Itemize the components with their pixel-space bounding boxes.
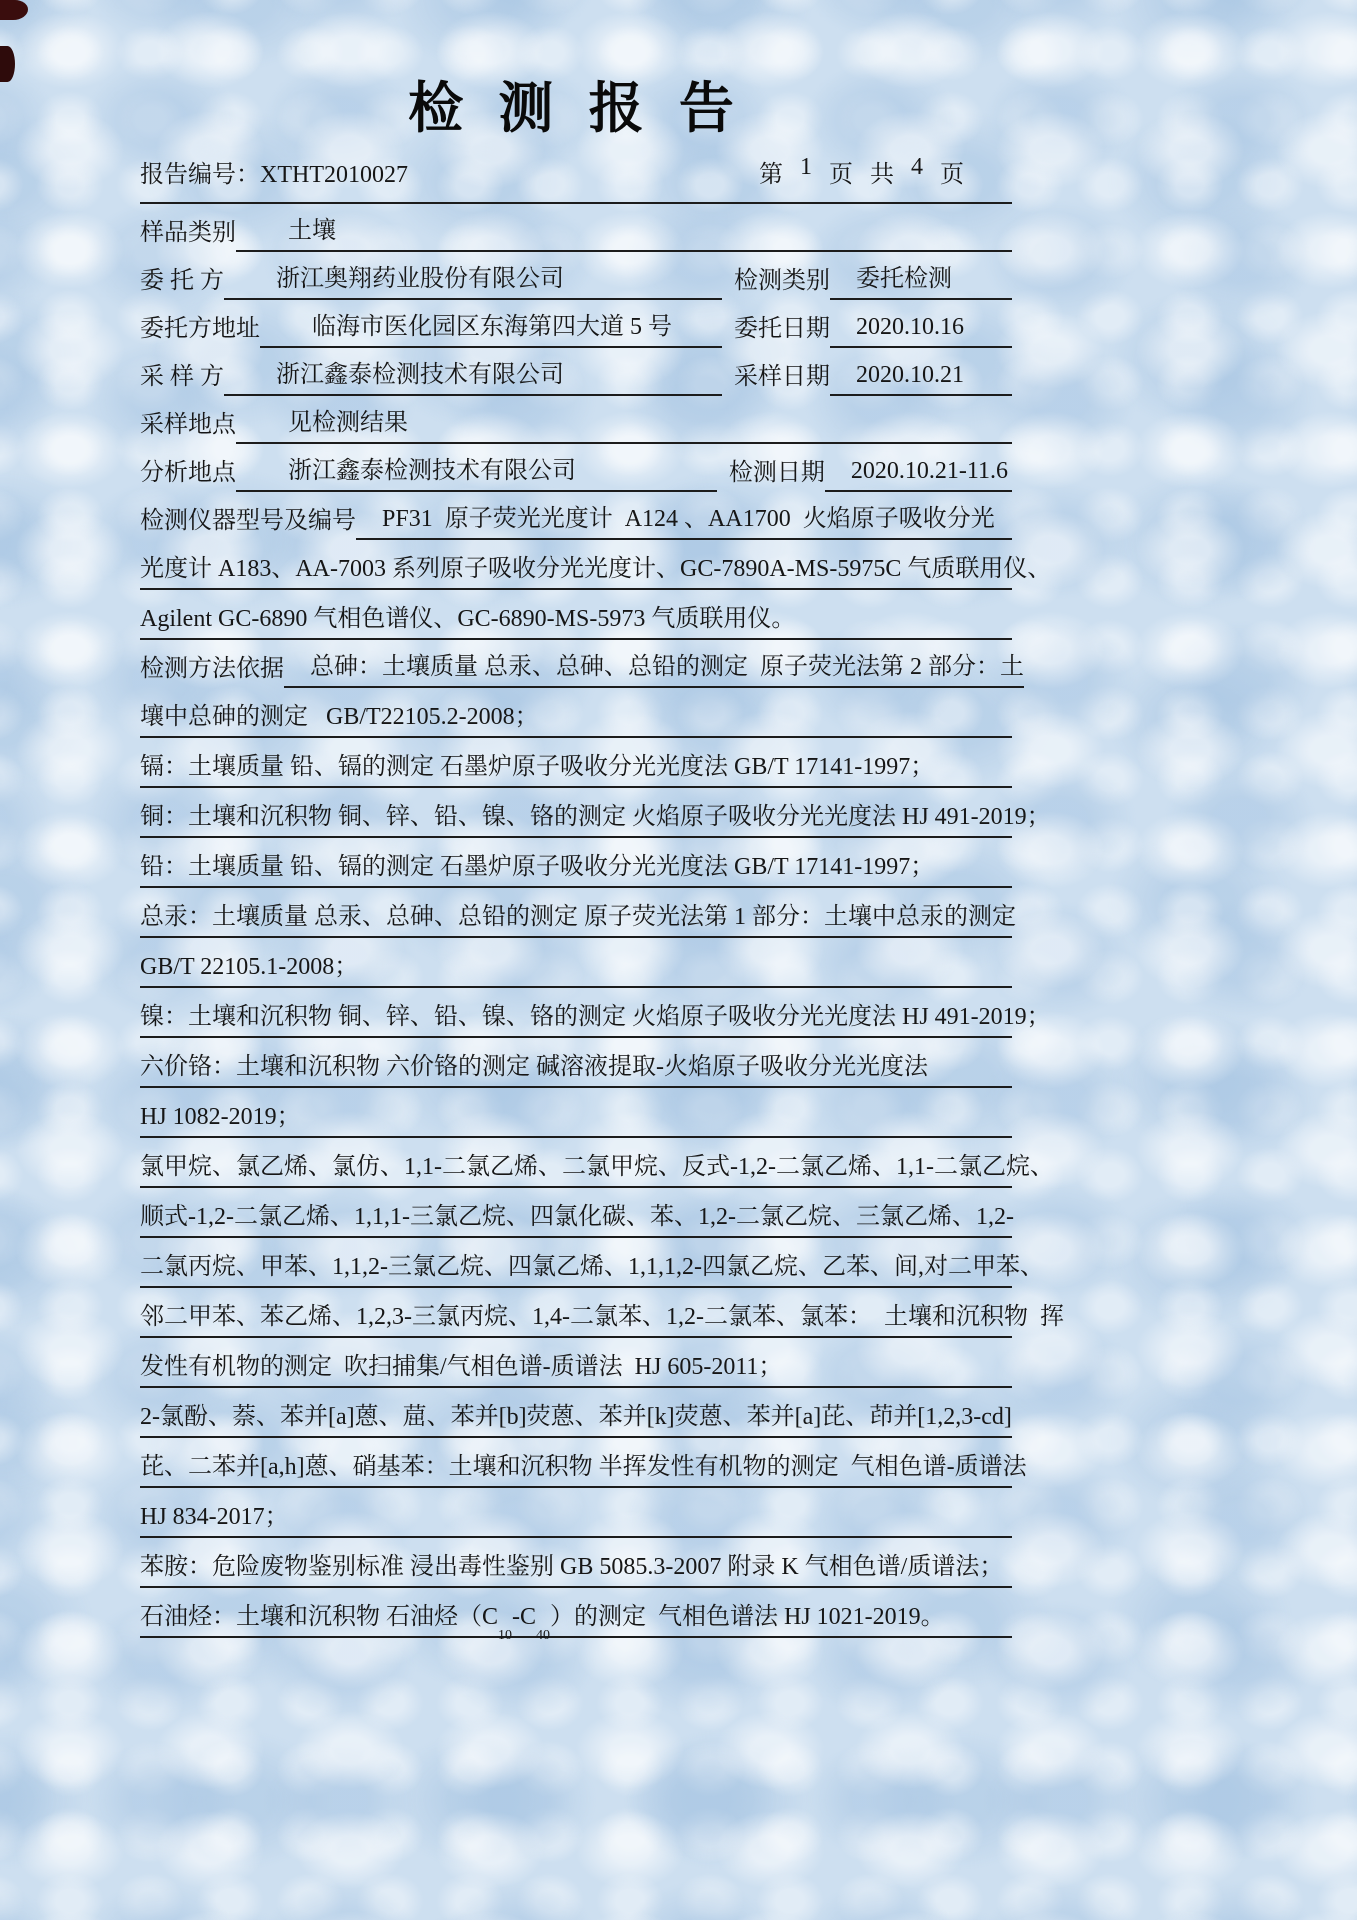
line-text: Agilent GC-6890 气相色谱仪、GC-6890-MS-5973 气质联用仪。: [140, 605, 796, 632]
field-sampling-party: [140, 348, 1012, 396]
field-sample-type: [140, 204, 1012, 252]
instruments-line: [140, 540, 1052, 590]
page-total: 4: [911, 153, 923, 180]
field-value-commission-date: 2020.10.16: [830, 314, 1012, 348]
method-line: [140, 1338, 1012, 1388]
report-header-row: [140, 154, 1012, 189]
field-label: 分析地点: [140, 459, 236, 486]
line-text: 镉：土壤质量 铅、镉的测定 石墨炉原子吸收分光光度法 GB/T 17141-1997；: [140, 753, 935, 780]
page-unit: 页: [829, 161, 853, 188]
method-line: [140, 1188, 1012, 1238]
instruments-line: [140, 590, 1012, 640]
line-text: 发性有机物的测定 吹扫捕集/气相色谱-质谱法 HJ 605-2011；: [140, 1353, 783, 1380]
field-value: 总砷：土壤质量 总汞、总砷、总铅的测定 原子荧光法第 2 部分：土: [284, 646, 1024, 688]
page-indicator: [759, 154, 1012, 189]
field-value: 临海市医化园区东海第四大道 5 号: [260, 306, 722, 348]
field-value-test-date: 2020.10.21-11.6: [825, 458, 1012, 492]
line-text: 氯甲烷、氯乙烯、氯仿、1,1-二氯乙烯、二氯甲烷、反式-1,2-二氯乙烯、1,1-二氯乙烷、: [140, 1153, 1054, 1180]
field-value: 浙江奥翔药业股份有限公司: [224, 258, 722, 300]
line-text: 六价铬：土壤和沉积物 六价铬的测定 碱溶液提取-火焰原子吸收分光光度法: [140, 1053, 928, 1080]
field-instruments: [140, 492, 1012, 540]
line-text: 邻二甲苯、苯乙烯、1,2,3-三氯丙烷、1,4-二氯苯、1,2-二氯苯、氯苯： 土壤和沉积物 挥: [140, 1303, 1064, 1330]
method-line: [140, 938, 1012, 988]
report-number-label: 报告编号：: [140, 161, 260, 188]
field-value-sampling-date: 2020.10.21: [830, 362, 1012, 396]
method-line-petroleum: 石油烃：土壤和沉积物 石油烃（C 10 -C 40 ）的测定 气相色谱法 HJ 1021-2019。: [140, 1588, 1012, 1638]
line-text: HJ 834-2017；: [140, 1503, 289, 1530]
field-value-test-type: 委托检测: [830, 258, 1012, 300]
line-text: 光度计 A183、AA-7003 系列原子吸收分光光度计、GC-7890A-MS-5975C 气质联用仪、: [140, 555, 1052, 582]
field-label: 检测方法依据: [140, 655, 284, 682]
field-label: 委 托 方: [140, 267, 224, 294]
field-value: 浙江鑫泰检测技术有限公司: [224, 354, 722, 396]
method-line: [140, 788, 1051, 838]
field-sampling-location: [140, 396, 1012, 444]
report-number-value: XTHT2010027: [260, 161, 408, 188]
field-label: 委托方地址: [140, 315, 260, 342]
field-client-address: [140, 300, 1012, 348]
field-label: 检测仪器型号及编号: [140, 507, 356, 534]
line-text: ）的测定 气相色谱法 HJ 1021-2019。: [550, 1603, 945, 1630]
method-line: [140, 1038, 1012, 1088]
line-text: 壤中总砷的测定 GB/T22105.2-2008；: [140, 703, 539, 730]
method-line: [140, 1088, 1012, 1138]
method-line: [140, 1238, 1044, 1288]
field-label-test-date: 检测日期: [728, 459, 825, 486]
scan-artifact-top-left: [0, 0, 28, 20]
method-line: [140, 1288, 1064, 1338]
field-value: 见检测结果: [236, 402, 1012, 444]
field-label: 采样地点: [140, 411, 236, 438]
method-line: [140, 1138, 1054, 1188]
field-value: 土壤: [236, 210, 1012, 252]
method-line: [140, 888, 1016, 938]
field-label: 采 样 方: [140, 363, 224, 390]
method-line: [140, 738, 1012, 788]
field-label-sampling-date: 采样日期: [734, 363, 830, 390]
method-line: [140, 688, 1012, 738]
page-current: 1: [800, 153, 812, 180]
method-line: [140, 988, 1051, 1038]
field-label-commission-date: 委托日期: [734, 315, 830, 342]
line-text: 2-氯酚、萘、苯并[a]蒽、䓛、苯并[b]荧蒽、苯并[k]荧蒽、苯并[a]芘、茚并[1,2,3-cd]: [140, 1403, 1012, 1430]
method-line: [140, 1488, 1012, 1538]
line-text: HJ 1082-2019；: [140, 1103, 301, 1130]
line-text: 苯胺：危险废物鉴别标准 浸出毒性鉴别 GB 5085.3-2007 附录 K 气相色谱/质谱法；: [140, 1553, 1004, 1580]
field-value: PF31 原子荧光光度计 A124 、AA1700 火焰原子吸收分光: [356, 498, 1012, 540]
method-line: [140, 1438, 1027, 1488]
line-text: 总汞：土壤质量 总汞、总砷、总铅的测定 原子荧光法第 1 部分：土壤中总汞的测定: [140, 903, 1016, 930]
page-unit-2: 页: [940, 161, 964, 188]
line-text: 镍：土壤和沉积物 铜、锌、铅、镍、铬的测定 火焰原子吸收分光光度法 HJ 491-2019；: [140, 1003, 1051, 1030]
field-client: [140, 252, 1012, 300]
line-text: -C: [512, 1603, 537, 1630]
line-text: 铜：土壤和沉积物 铜、锌、铅、镍、铬的测定 火焰原子吸收分光光度法 HJ 491-2019；: [140, 803, 1051, 830]
method-line: [140, 1388, 1012, 1438]
line-text: 二氯丙烷、甲苯、1,1,2-三氯乙烷、四氯乙烯、1,1,1,2-四氯乙烷、乙苯、间,对二甲苯、: [140, 1253, 1044, 1280]
page-title: 检 测 报 告: [408, 77, 744, 139]
method-line: [140, 1538, 1012, 1588]
scan-artifact-left-edge: [0, 46, 15, 82]
report-number: [140, 154, 408, 189]
line-text: 顺式-1,2-二氯乙烯、1,1,1-三氯乙烷、四氯化碳、苯、1,2-二氯乙烷、三氯乙烯、1,2-: [140, 1203, 1014, 1230]
field-label-test-type: 检测类别: [734, 267, 830, 294]
field-analysis-location: [140, 444, 1012, 492]
field-methods: [140, 640, 1024, 688]
page-conjunction: 共: [870, 161, 894, 188]
method-line: [140, 838, 1012, 888]
report-page: [140, 0, 1064, 1643]
page-prefix: 第: [759, 161, 783, 188]
line-text: GB/T 22105.1-2008；: [140, 953, 359, 980]
line-text: 芘、二苯并[a,h]蒽、硝基苯：土壤和沉积物 半挥发性有机物的测定 气相色谱-质谱法: [140, 1453, 1027, 1480]
line-text: 石油烃：土壤和沉积物 石油烃（C: [140, 1603, 499, 1630]
line-text: 铅：土壤质量 铅、镉的测定 石墨炉原子吸收分光光度法 GB/T 17141-1997；: [140, 853, 935, 880]
field-label: 样品类别: [140, 219, 236, 246]
field-value: 浙江鑫泰检测技术有限公司: [236, 450, 717, 492]
